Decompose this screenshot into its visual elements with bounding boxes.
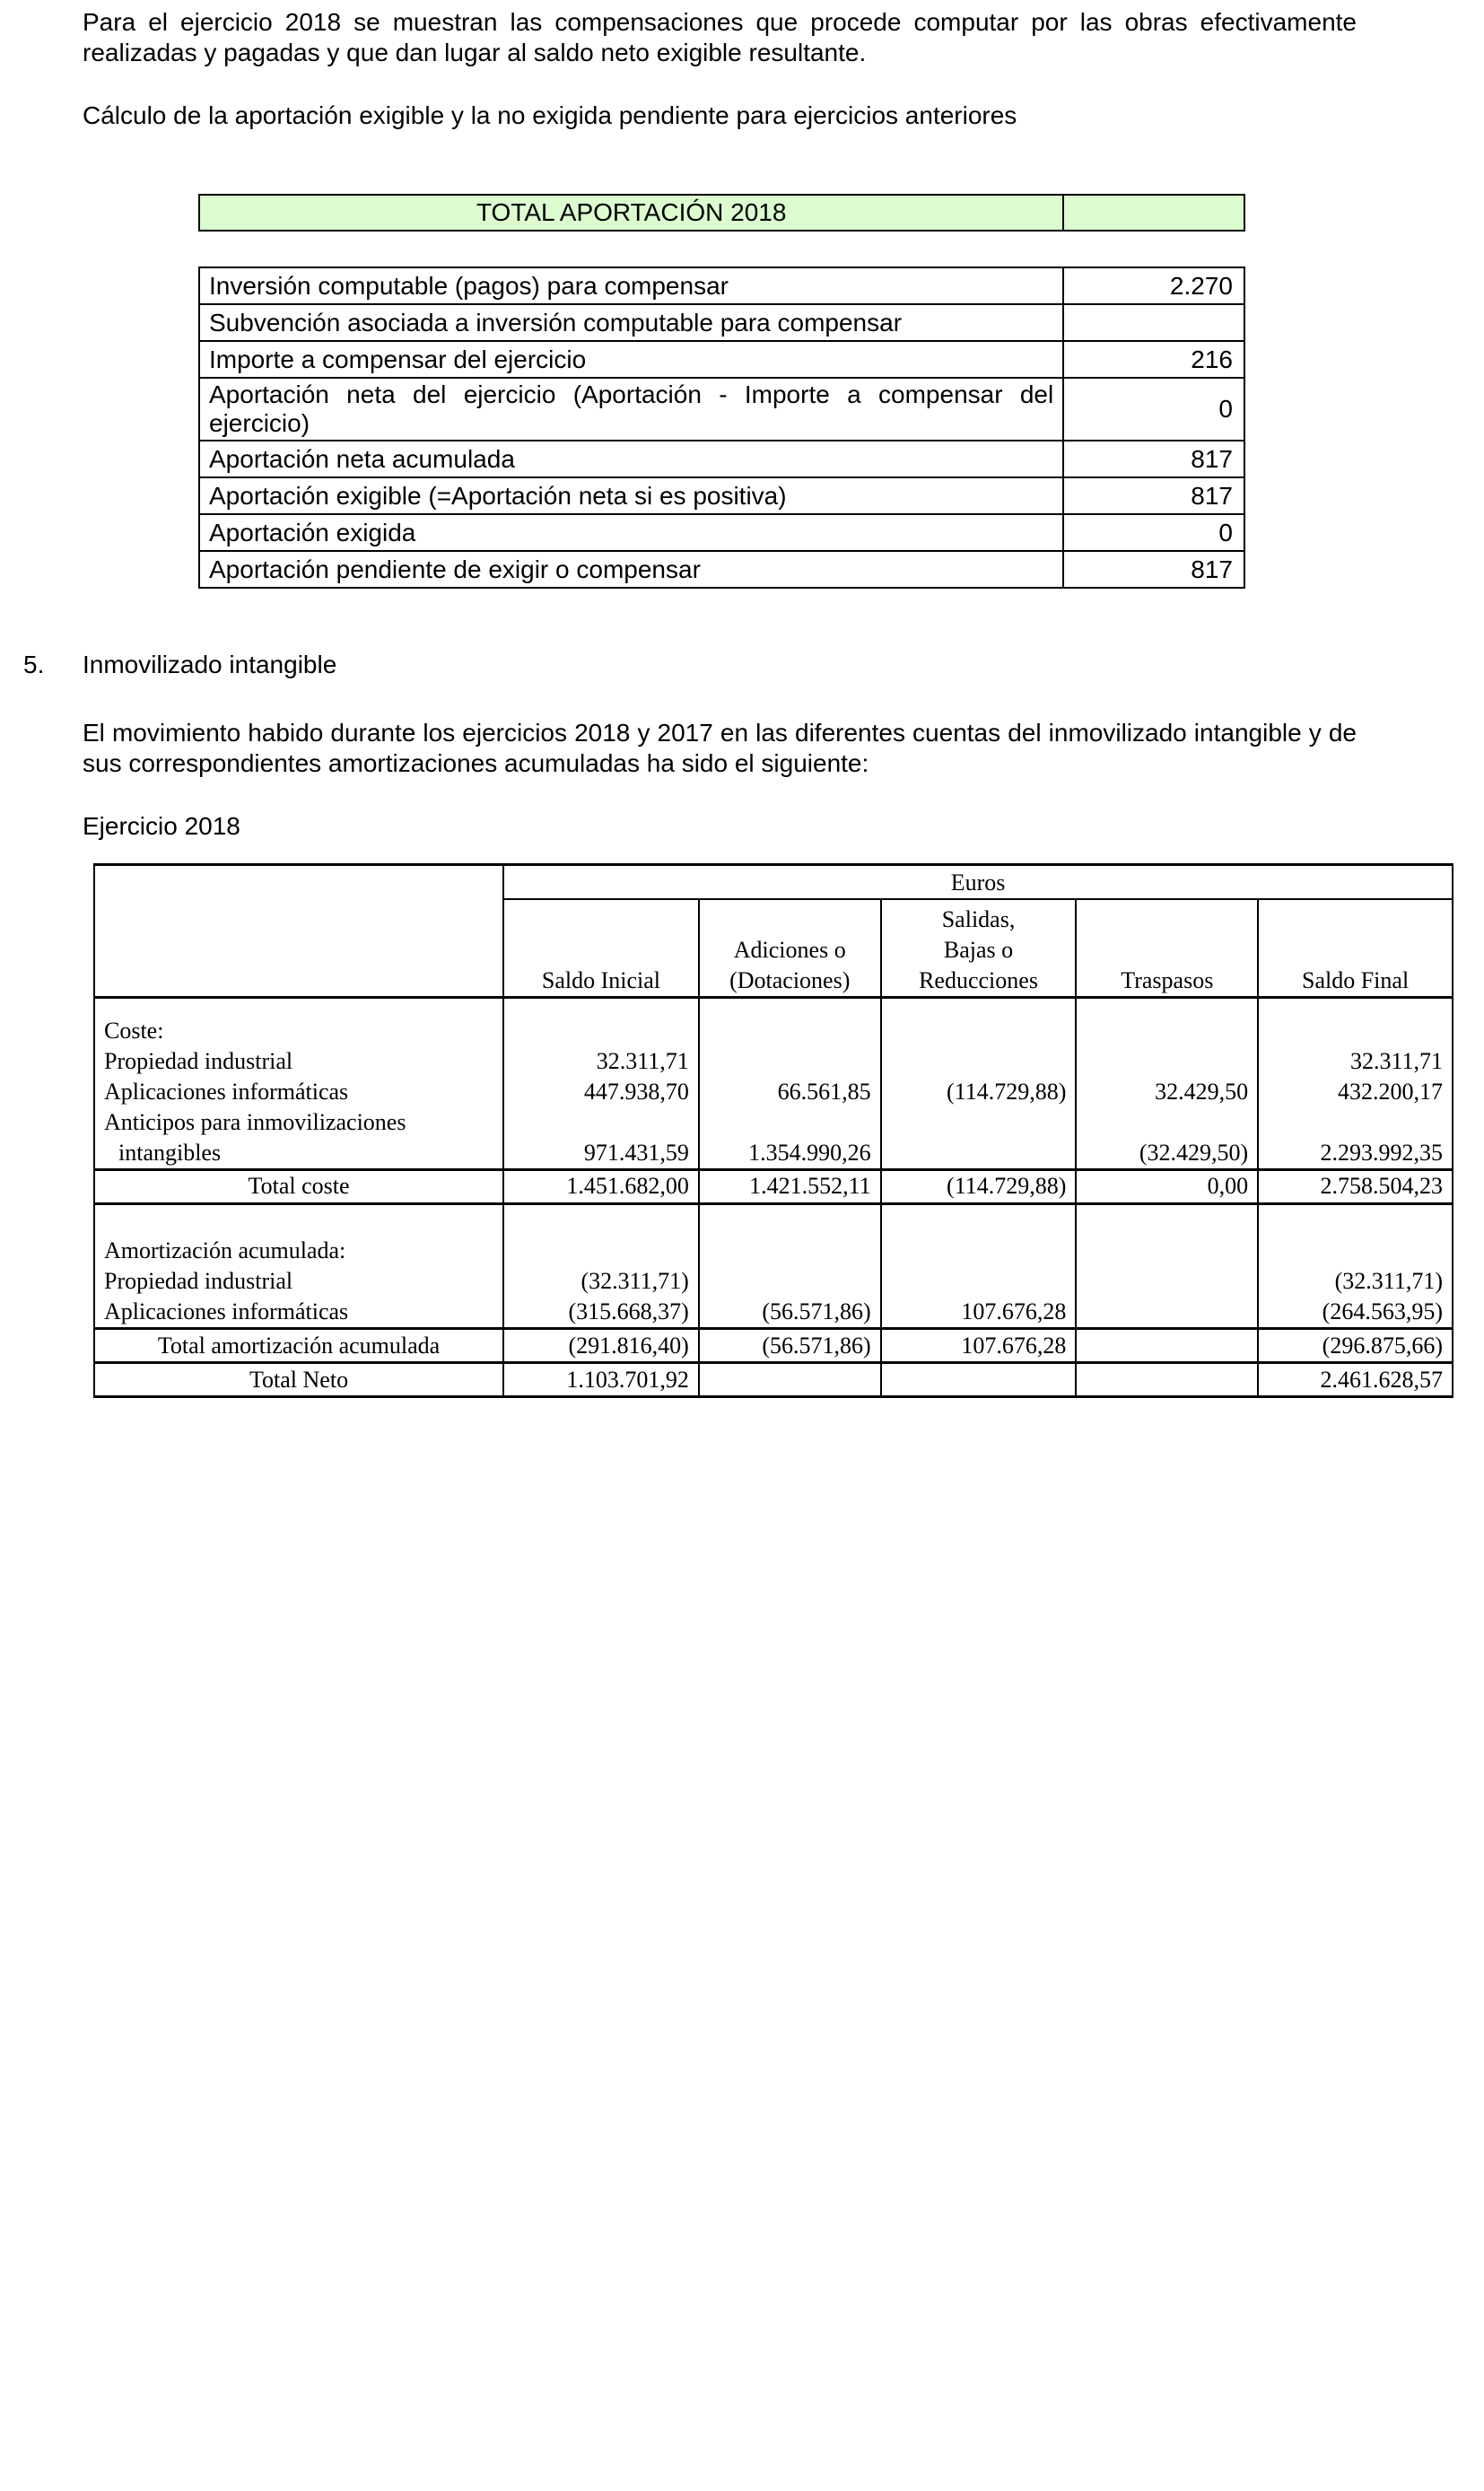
row-value (1063, 304, 1244, 341)
table-row (94, 1297, 1453, 1329)
cell-saldo-inicial: 447.938,70 (503, 1077, 699, 1107)
row-label: Subvención asociada a inversión computable para compensar (199, 304, 1063, 341)
total-neto-label: Total Neto (94, 1363, 503, 1397)
cell-saldo-final: 432.200,17 (1258, 1077, 1453, 1107)
row-value: 817 (1063, 441, 1244, 477)
cell-traspasos (1076, 1297, 1258, 1329)
row-value: 216 (1063, 341, 1244, 378)
row-label: Inversión computable (pagos) para compensar (199, 267, 1063, 304)
cell-adiciones: 1.354.990,26 (699, 1107, 881, 1170)
table-row (94, 1266, 1453, 1297)
cell-saldo-final: (32.311,71) (1258, 1266, 1453, 1297)
section-title: Inmovilizado intangible (83, 651, 337, 678)
cell-adiciones: 66.561,85 (699, 1077, 881, 1107)
cell-saldo-inicial: (32.311,71) (503, 1266, 699, 1297)
section-number: 5. (23, 651, 45, 678)
cell-traspasos: (32.429,50) (1076, 1107, 1258, 1170)
aportacion-header-label: TOTAL APORTACIÓN 2018 (199, 195, 1063, 231)
table-row (94, 1107, 1453, 1170)
cell-adiciones (699, 1363, 881, 1397)
cell-adiciones: 1.421.552,11 (699, 1169, 881, 1203)
intangible-movement-table (93, 863, 1453, 1398)
table-row (199, 304, 1244, 341)
currency-header: Euros (503, 865, 1453, 899)
col-saldo-final: Saldo Final (1258, 899, 1453, 998)
row-value: 2.270 (1063, 267, 1244, 304)
cell-adiciones (699, 1046, 881, 1077)
cell-salidas: (114.729,88) (881, 1169, 1077, 1203)
amortizacion-heading: Amortización acumulada: (94, 1236, 503, 1266)
spacer-row (94, 998, 1453, 1016)
cell-salidas: (114.729,88) (881, 1077, 1077, 1107)
cell-saldo-final: (296.875,66) (1258, 1329, 1453, 1363)
cell-saldo-final: (264.563,95) (1258, 1297, 1453, 1329)
cell-salidas (881, 1046, 1077, 1077)
cell-saldo-inicial: 971.431,59 (503, 1107, 699, 1170)
cell-salidas (881, 1107, 1077, 1170)
total-row (94, 1169, 1453, 1203)
section-subtitle: Ejercicio 2018 (83, 812, 240, 840)
coste-heading: Coste: (94, 1016, 503, 1046)
table-row (199, 378, 1244, 441)
table-row (199, 514, 1244, 551)
row-value: 0 (1063, 514, 1244, 551)
total-coste-label: Total coste (94, 1169, 503, 1203)
cell-saldo-final: 2.293.992,35 (1258, 1107, 1453, 1170)
cell-saldo-final: 32.311,71 (1258, 1046, 1453, 1077)
header-blank-cell (94, 865, 503, 998)
spacer-row (94, 1203, 1453, 1236)
row-label: Aplicaciones informáticas (94, 1297, 503, 1329)
table-row (199, 551, 1244, 588)
cell-adiciones: (56.571,86) (699, 1297, 881, 1329)
row-label: Aportación exigible (=Aportación neta si es positiva) (199, 477, 1063, 514)
cell-traspasos (1076, 1329, 1258, 1363)
table-row (199, 441, 1244, 477)
cell-traspasos: 0,00 (1076, 1169, 1258, 1203)
col-salidas: Salidas, Bajas o Reducciones (881, 899, 1077, 998)
aportacion-header-value (1063, 195, 1244, 231)
cell-saldo-inicial: (315.668,37) (503, 1297, 699, 1329)
cell-traspasos: 32.429,50 (1076, 1077, 1258, 1107)
col-saldo-inicial: Saldo Inicial (503, 899, 699, 998)
table-row (94, 1236, 1453, 1266)
row-label: Aportación pendiente de exigir o compensar (199, 551, 1063, 588)
row-label: Importe a compensar del ejercicio (199, 341, 1063, 378)
cell-traspasos (1076, 1046, 1258, 1077)
intro-paragraph: Para el ejercicio 2018 se muestran las compensaciones que procede computar por las obras efectivamente realizadas y pagadas y que dan lugar al saldo neto exigible resultante. (83, 8, 1357, 66)
aportacion-header-row (199, 195, 1244, 231)
aportacion-table (198, 267, 1245, 589)
cell-traspasos (1076, 1266, 1258, 1297)
cell-saldo-inicial: 1.451.682,00 (503, 1169, 699, 1203)
cell-saldo-inicial: 1.103.701,92 (503, 1363, 699, 1397)
row-label: Aplicaciones informáticas (94, 1077, 503, 1107)
col-adiciones: Adiciones o (Dotaciones) (699, 899, 881, 998)
cell-salidas: 107.676,28 (881, 1329, 1077, 1363)
section-paragraph: El movimiento habido durante los ejercicios 2018 y 2017 en las diferentes cuentas del inmovilizado intangible y de sus correspondientes amortizaciones acumuladas ha sido el siguiente: (83, 719, 1357, 777)
table-row (94, 1046, 1453, 1077)
row-label: Propiedad industrial (94, 1266, 503, 1297)
cell-salidas (881, 1363, 1077, 1397)
row-label: Propiedad industrial (94, 1046, 503, 1077)
cell-adiciones (699, 1266, 881, 1297)
calculation-heading: Cálculo de la aportación exigible y la no exigida pendiente para ejercicios anteriores (83, 101, 1017, 129)
row-value: 0 (1063, 378, 1244, 441)
cell-saldo-final: 2.461.628,57 (1258, 1363, 1453, 1397)
cell-traspasos (1076, 1363, 1258, 1397)
row-value: 817 (1063, 477, 1244, 514)
table-row (94, 1077, 1453, 1107)
table-row (94, 1016, 1453, 1046)
cell-salidas (881, 1266, 1077, 1297)
total-amortizacion-label: Total amortización acumulada (94, 1329, 503, 1363)
cell-saldo-final: 2.758.504,23 (1258, 1169, 1453, 1203)
total-row (94, 1363, 1453, 1397)
row-value: 817 (1063, 551, 1244, 588)
table-row (199, 477, 1244, 514)
row-label: Aportación neta del ejercicio (Aportación - Importe a compensar del ejercicio) (199, 378, 1063, 441)
cell-saldo-inicial: 32.311,71 (503, 1046, 699, 1077)
table-row (199, 267, 1244, 304)
cell-adiciones: (56.571,86) (699, 1329, 881, 1363)
col-traspasos: Traspasos (1076, 899, 1258, 998)
table-header-row (94, 865, 1453, 899)
row-label: Anticipos para inmovilizaciones intangibles (94, 1107, 503, 1170)
cell-saldo-inicial: (291.816,40) (503, 1329, 699, 1363)
aportacion-header-table (198, 194, 1245, 232)
table-row (199, 341, 1244, 378)
row-label: Aportación neta acumulada (199, 441, 1063, 477)
cell-salidas: 107.676,28 (881, 1297, 1077, 1329)
row-label: Aportación exigida (199, 514, 1063, 551)
total-row (94, 1329, 1453, 1363)
